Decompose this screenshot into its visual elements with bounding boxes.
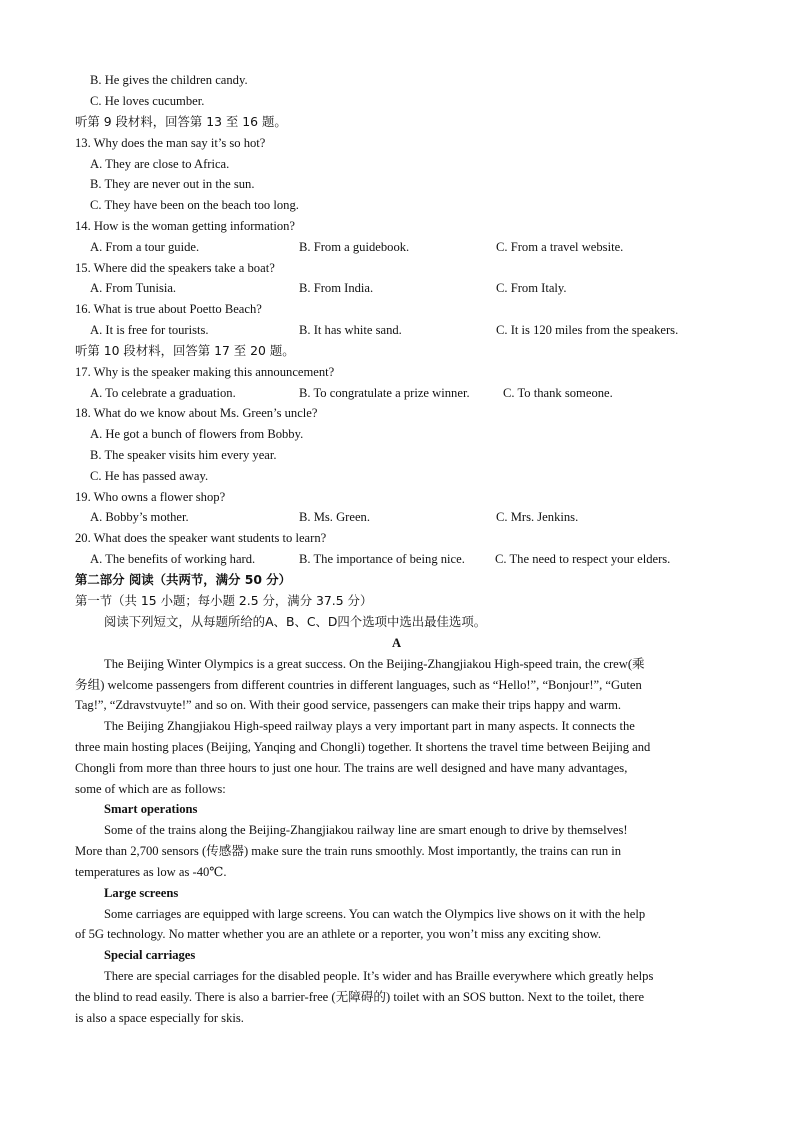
q17-option-b: B. To congratulate a prize winner. bbox=[299, 386, 470, 400]
question-19: 19. Who owns a flower shop? bbox=[75, 490, 226, 504]
q13-option-a: A. They are close to Africa. bbox=[90, 157, 230, 171]
q13-option-c: C. They have been on the beach too long. bbox=[90, 198, 299, 212]
passage-line: More than 2,700 sensors (传感器) make sure the train runs smoothly. Most importantly, the trains can run in bbox=[75, 844, 622, 858]
question-16: 16. What is true about Poetto Beach? bbox=[75, 302, 262, 316]
option-b: B. He gives the children candy. bbox=[90, 73, 248, 87]
q15-option-b: B. From India. bbox=[299, 281, 374, 295]
question-14: 14. How is the woman getting information? bbox=[75, 219, 296, 233]
section9-header: 听第 9 段材料，回答第 13 至 16 题。 bbox=[75, 114, 287, 129]
q18-option-b: B. The speaker visits him every year. bbox=[90, 448, 277, 462]
reading-instruction: 阅读下列短文，从每题所给的A、B、C、D四个选项中选出最佳选项。 bbox=[104, 614, 487, 629]
q18-option-a: A. He got a bunch of flowers from Bobby. bbox=[90, 427, 304, 441]
part2-title: 第二部分 阅读（共两节，满分 50 分） bbox=[75, 572, 292, 587]
q19-option-a: A. Bobby’s mother. bbox=[90, 510, 189, 524]
passage-line: The Beijing Zhangjiakou High-speed railway plays a very important part in many aspects. It connects the bbox=[104, 719, 635, 733]
q20-option-a: A. The benefits of working hard. bbox=[90, 552, 256, 566]
q15-option-c: C. From Italy. bbox=[496, 281, 567, 295]
q17-option-a: A. To celebrate a graduation. bbox=[90, 386, 236, 400]
passage-line: temperatures as low as -40℃. bbox=[75, 865, 227, 879]
passage-line: Chongli from more than three hours to just one hour. The trains are well designed and have many advantages, bbox=[75, 761, 628, 775]
passage-line: The Beijing Winter Olympics is a great success. On the Beijing-Zhangjiakou High-speed train, the crew(乘 bbox=[104, 657, 645, 671]
passage-line: some of which are as follows: bbox=[75, 782, 226, 796]
q14-option-b: B. From a guidebook. bbox=[299, 240, 410, 254]
q16-option-c: C. It is 120 miles from the speakers. bbox=[496, 323, 679, 337]
q20-option-b: B. The importance of being nice. bbox=[299, 552, 465, 566]
q17-option-c: C. To thank someone. bbox=[503, 386, 613, 400]
passage-line: three main hosting places (Beijing, Yanqing and Chongli) together. It shortens the travel time between Beijing and bbox=[75, 740, 651, 754]
subheading-smart-operations: Smart operations bbox=[104, 802, 198, 816]
passage-letter: A bbox=[392, 636, 402, 650]
passage-line: 务组) welcome passengers from different countries in different languages, such as “Hello!”, “Bonjour!”, “Guten bbox=[75, 678, 642, 692]
option-c: C. He loves cucumber. bbox=[90, 94, 205, 108]
subheading-special-carriages: Special carriages bbox=[104, 948, 196, 962]
passage-line: Some of the trains along the Beijing-Zhangjiakou railway line are smart enough to drive by themselves! bbox=[104, 823, 628, 837]
subheading-large-screens: Large screens bbox=[104, 886, 179, 900]
question-15: 15. Where did the speakers take a boat? bbox=[75, 261, 275, 275]
q19-option-b: B. Ms. Green. bbox=[299, 510, 371, 524]
passage-line: the blind to read easily. There is also a barrier-free (无障碍的) toilet with an SOS button. Next to the toilet, there bbox=[75, 990, 645, 1004]
q19-option-c: C. Mrs. Jenkins. bbox=[496, 510, 579, 524]
q13-option-b: B. They are never out in the sun. bbox=[90, 177, 255, 191]
q18-option-c: C. He has passed away. bbox=[90, 469, 209, 483]
section10-header: 听第 10 段材料，回答第 17 至 20 题。 bbox=[75, 343, 295, 358]
q14-option-a: A. From a tour guide. bbox=[90, 240, 200, 254]
passage-line: There are special carriages for the disabled people. It’s wider and has Braille everywhere which greatly helps bbox=[104, 969, 654, 983]
passage-line: of 5G technology. No matter whether you are an athlete or a reporter, you won’t miss any exciting show. bbox=[75, 927, 602, 941]
question-13: 13. Why does the man say it’s so hot? bbox=[75, 136, 266, 150]
question-18: 18. What do we know about Ms. Green’s uncle? bbox=[75, 406, 318, 420]
passage-line: Tag!”, “Zdravstvuyte!” and so on. With their good service, passengers can make their trips happy and warm. bbox=[75, 698, 622, 712]
q20-option-c: C. The need to respect your elders. bbox=[495, 552, 671, 566]
passage-line: Some carriages are equipped with large screens. You can watch the Olympics live shows on it with the help bbox=[104, 907, 646, 921]
question-20: 20. What does the speaker want students to learn? bbox=[75, 531, 327, 545]
q15-option-a: A. From Tunisia. bbox=[90, 281, 177, 295]
question-17: 17. Why is the speaker making this announcement? bbox=[75, 365, 335, 379]
passage-line: is also a space especially for skis. bbox=[75, 1011, 244, 1025]
q14-option-c: C. From a travel website. bbox=[496, 240, 624, 254]
q16-option-a: A. It is free for tourists. bbox=[90, 323, 209, 337]
q16-option-b: B. It has white sand. bbox=[299, 323, 402, 337]
section1-title: 第一节（共 15 小题；每小题 2.5 分，满分 37.5 分） bbox=[75, 593, 373, 608]
